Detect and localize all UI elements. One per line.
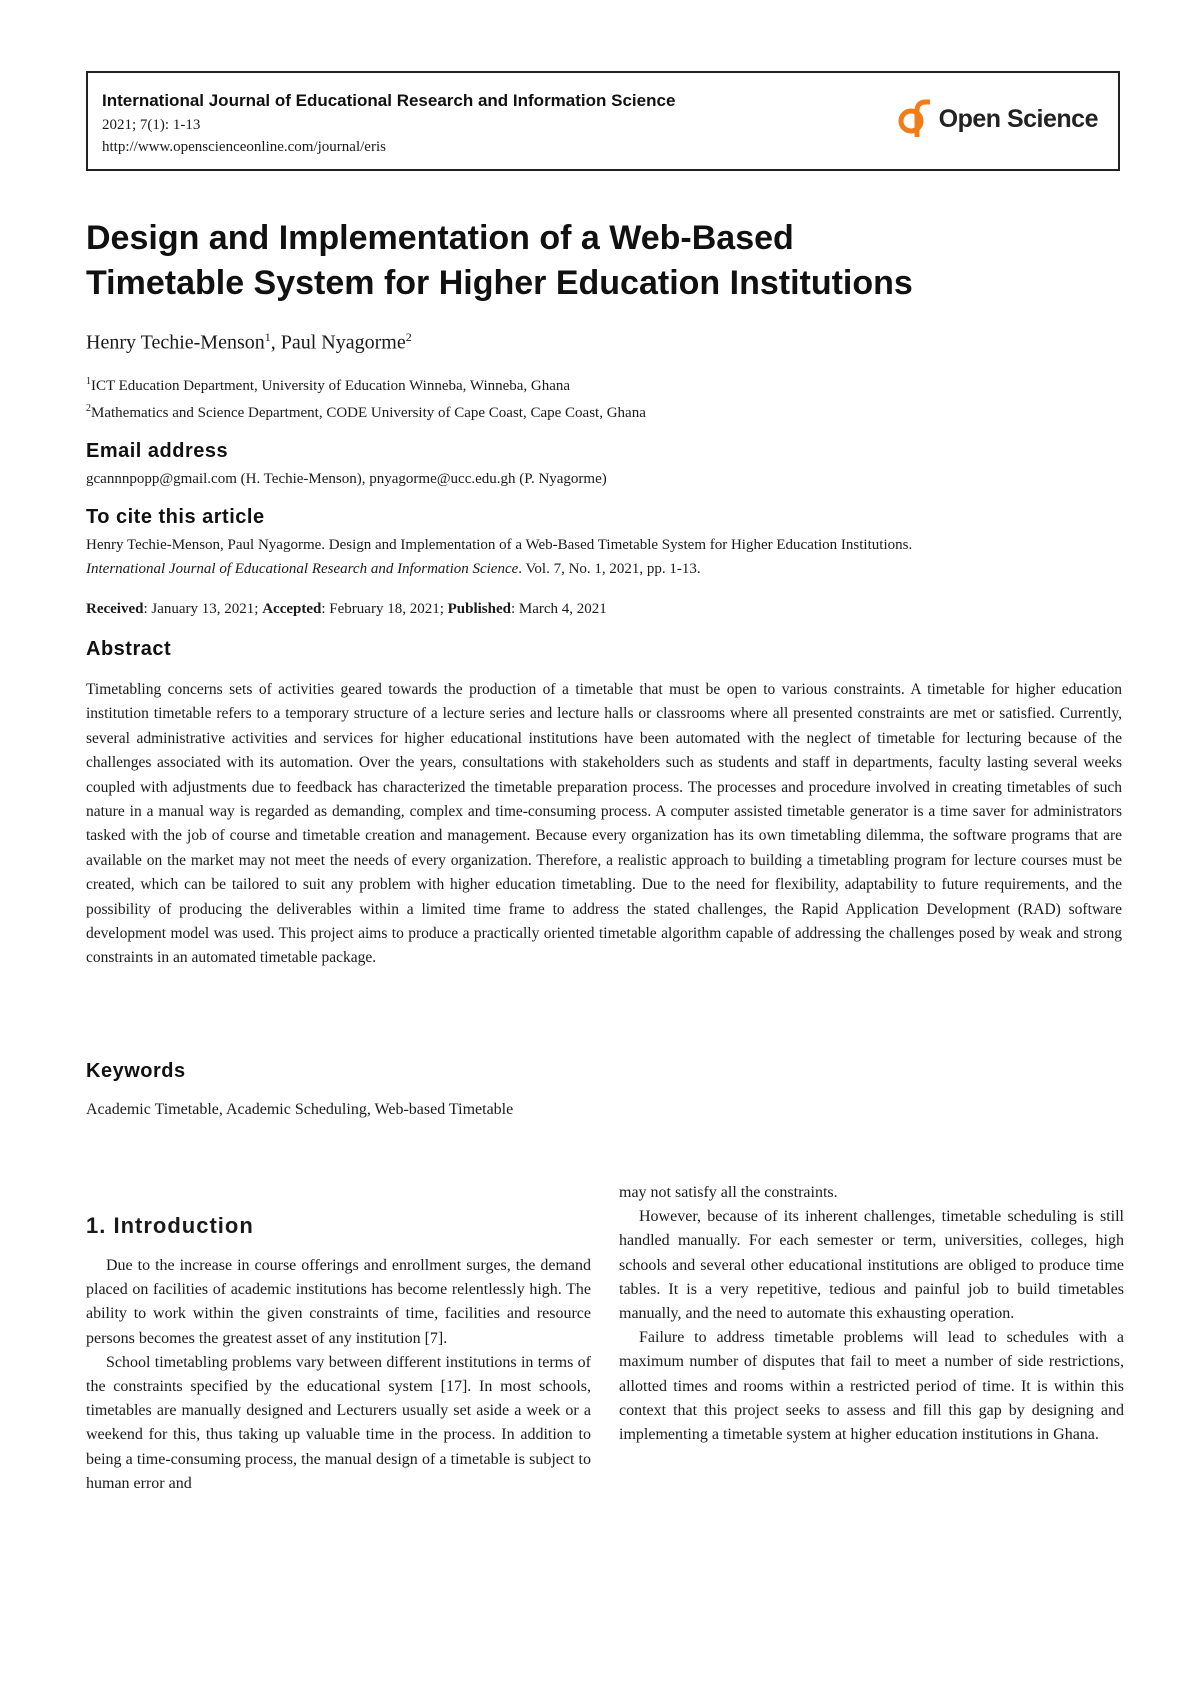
- introduction-heading: 1. Introduction: [86, 1213, 254, 1238]
- affiliation-1-text: ICT Education Department, University of Education Winneba, Winneba, Ghana: [91, 378, 571, 394]
- article-title: [86, 216, 1126, 306]
- keywords-heading: Keywords: [86, 1060, 186, 1082]
- intro-paragraph-2: School timetabling problems vary between different institutions in terms of the constraints specified by the educational system [17]. In most schools, timetables are manually designed and Lecturers usually set aside a week or a weekend for this, thus taking up valuable time in the process. In addition to being a time-consuming process, the manual design of a timetable is subject to human error and: [86, 1353, 591, 1492]
- journal-name: International Journal of Educational Research and Information Science: [102, 91, 676, 110]
- author-2: Paul Nyagorme: [280, 331, 406, 354]
- author-1: Henry Techie-Menson: [86, 331, 265, 354]
- accepted-label: Accepted: [262, 601, 322, 617]
- received-date: : January 13, 2021;: [143, 601, 263, 617]
- abstract-heading: Abstract: [86, 638, 172, 660]
- journal-url[interactable]: http://www.openscienceonline.com/journal/eris: [102, 139, 386, 155]
- cite-journal: International Journal of Educational Research and Information Science: [86, 561, 519, 577]
- author-2-sup: 2: [405, 330, 412, 344]
- affiliation-2: [86, 403, 646, 422]
- email-text: gcannnpopp@gmail.com (H. Techie-Menson), pnyagorme@ucc.edu.gh (P. Nyagorme): [86, 471, 607, 487]
- affiliation-2-sup: 2: [86, 403, 91, 414]
- cite-line-2: [86, 561, 701, 578]
- affiliation-2-text: Mathematics and Science Department, CODE University of Cape Coast, Cape Coast, Ghana: [91, 405, 646, 421]
- authors: [86, 330, 412, 355]
- affiliation-1-sup: 1: [86, 376, 91, 387]
- intro-paragraph-1: Due to the increase in course offerings and enrollment surges, the demand placed on facilities of academic institutions has become relentlessly high. The ability to work within the given constraints of time, facilities and resource persons becomes the greatest asset of any institution [7].: [86, 1257, 591, 1347]
- published-date: : March 4, 2021: [510, 601, 607, 617]
- intro-paragraph-4: Failure to address timetable problems will lead to schedules with a maximum number of disputes that fail to meet a number of side restrictions, allotted times and rooms within a restricted period of time. It is within this context that this project seeks to assess and fill this gap by designing and implementing a timetable system at higher education institutions in Ghana.: [619, 1329, 1124, 1444]
- keywords-text: Academic Timetable, Academic Scheduling, Web-based Timetable: [86, 1101, 514, 1118]
- article-dates: [86, 601, 607, 618]
- intro-paragraph-2-continued: may not satisfy all the constraints.: [619, 1184, 838, 1201]
- logo-text: Open Science: [938, 104, 1098, 133]
- abstract-text: Timetabling concerns sets of activities geared towards the production of a timetable that must be open to various constraints. A timetable for higher education institution timetable refers to a temporary structure of a lecture series and lecture halls or classrooms where all presented constraints are met or satisfied. Currently, several administrative activities and services for higher educational institutions have been automated with the neglect of timetable for lecturing because of the challenges associated with its automation. Over the years, consultations with stakeholders such as students and staff in departments, faculty lasting several weeks coupled with adjustments due to feedback has characterized the timetable preparation process. The processes and procedure involved in creating timetables of such nature in a manual way is regarded as demanding, complex and time-consuming process. A computer assisted timetable generator is a time saver for administrators tasked with the job of course and timetable creation and management. Because every organization has its own timetabling dilemma, the software programs that are available on the market may not meet the needs of every organization. Therefore, a realistic approach to building a timetabling program for lecture courses must be created, which can be tailored to suit any problem with higher education timetabling. Due to the need for flexibility, adaptability to future requirements, and the possibility of producing the deliverables within a limited time frame to address the stated challenges, the Rapid Application Development (RAD) software development model was used. This project aims to produce a practically oriented timetable algorithm capable of addressing the challenges posed by weak and strong constraints in an automated timetable package.: [86, 681, 1122, 967]
- journal-header: [86, 71, 1120, 171]
- title-line-1: Design and Implementation of a Web-Based: [86, 219, 794, 257]
- author-separator: ,: [270, 331, 281, 354]
- published-label: Published: [447, 601, 511, 617]
- cite-heading: To cite this article: [86, 506, 265, 528]
- title-line-2: Timetable System for Higher Education Institutions: [86, 264, 913, 302]
- open-science-logo-icon: [897, 99, 933, 139]
- cite-volume: . Vol. 7, No. 1, 2021, pp. 1-13.: [518, 561, 701, 577]
- email-heading: Email address: [86, 440, 229, 462]
- intro-left-column: [86, 1254, 591, 1496]
- cite-line-1: Henry Techie-Menson, Paul Nyagorme. Design and Implementation of a Web-Based Timetable System for Higher Education Institutions.: [86, 537, 913, 553]
- journal-volume: 2021; 7(1): 1-13: [102, 117, 201, 133]
- received-label: Received: [86, 601, 144, 617]
- author-1-sup: 1: [264, 330, 271, 344]
- intro-paragraph-3: However, because of its inherent challenges, timetable scheduling is still handled manually. For each semester or term, universities, colleges, high schools and several other educational institutions are obliged to produce time tables. It is a very repetitive, tedious and painful job to build timetables manually, and the need to automate this exhausting operation.: [619, 1208, 1124, 1323]
- affiliation-1: [86, 376, 570, 395]
- intro-right-column: [619, 1181, 1124, 1447]
- open-science-logo: [897, 99, 1098, 139]
- accepted-date: : February 18, 2021;: [321, 601, 448, 617]
